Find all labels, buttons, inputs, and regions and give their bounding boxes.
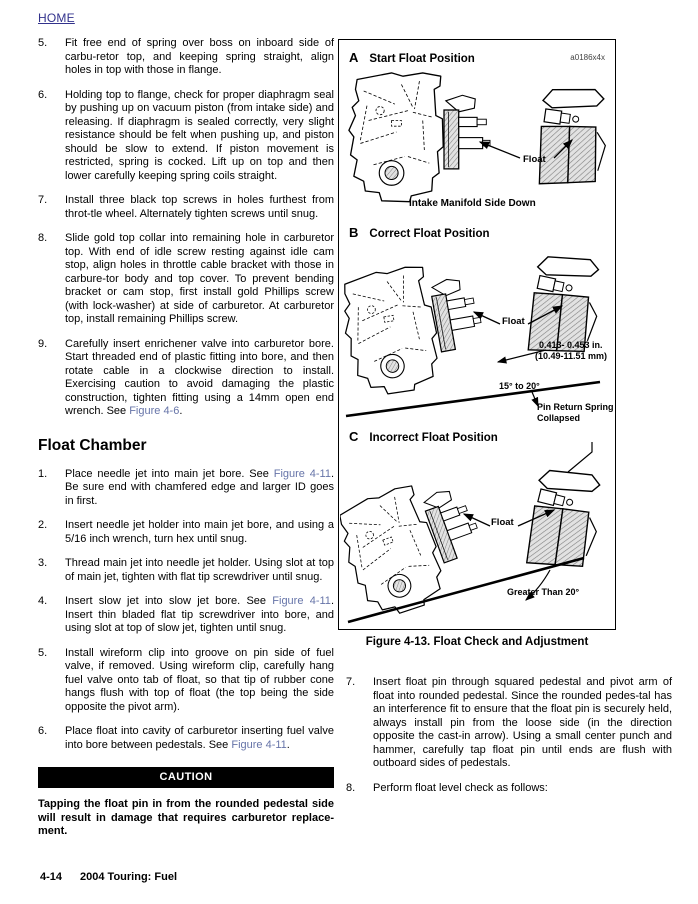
list-item-number: 7. xyxy=(38,194,48,206)
list-item-text: Install three black top screws in holes furthest from throt-tle wheel. Alternately tighten screws until snug. xyxy=(65,194,334,220)
list-item-number: 5. xyxy=(38,646,48,659)
list-item xyxy=(38,37,334,78)
figure-4-13-box xyxy=(338,39,616,630)
float-label-b: Float xyxy=(502,316,525,327)
caution-banner: CAUTION xyxy=(38,767,334,788)
section-b-title: Correct Float Position xyxy=(369,228,490,240)
list-item-number: 8. xyxy=(346,781,356,794)
figure-part-code: a0186x4x xyxy=(570,53,605,62)
float-pin-steps-list xyxy=(346,676,672,795)
float-label-a: Float xyxy=(523,154,546,165)
list-item-number: 8. xyxy=(38,232,48,244)
list-item-text: Install wireform clip into groove on pin side of fuel valve, if removed. Using wireform clip, carefully hang fuel valve onto tab of float, so that tip of rubber cone hangs flush with top of float (the top being the side opposite the pivot arm). xyxy=(65,646,334,713)
section-c-letter: C xyxy=(349,429,359,444)
figure-reference-link[interactable]: Figure 4-11 xyxy=(231,738,287,751)
list-item xyxy=(38,595,334,636)
diagram-c-incorrect-float-position xyxy=(340,442,612,626)
page-footer xyxy=(40,871,177,883)
list-item-text: Holding top to flange, check for proper diaphragm seal by pushing up on vacuum piston (from intake side) and releasing. If diaphragm is sealed correctly, very slight resistance should be felt when pushing up, and piston should be slow to extend. If piston movement is restricted, spring is cocked. Lift up on top and then lower carefully keeping spring coils straight. xyxy=(65,88,334,182)
intake-manifold-note: Intake Manifold Side Down xyxy=(409,198,536,209)
list-item-number: 7. xyxy=(346,676,356,688)
list-item-number: 6. xyxy=(38,725,48,737)
left-column xyxy=(38,37,334,839)
list-item-number: 1. xyxy=(38,467,48,480)
list-item-text: Thread main jet into needle jet holder. Using slot at top of main jet, tighten with flat tip screwdriver until snug. xyxy=(65,557,334,583)
list-item xyxy=(38,232,334,327)
list-item-text: Perform float level check as follows: xyxy=(373,781,548,794)
figure-reference-link[interactable]: Figure 4-11 xyxy=(273,467,331,480)
list-item-text: Insert needle jet holder into main jet bore, and using a 5/16 inch wrench, turn hex until snug. xyxy=(65,519,334,545)
list-item-text: Slide gold top collar into remaining hole in carburetor top. With end of idle screw resting against idle cam stop, align holes in throttle cable bracket with those in carbure-tor body and top cover. To prevent bending bracket or cam stop, first install gold Phillips screw (with lock-washer) at side of carburetor. At carburetor top, install remaining Phillips screw. xyxy=(65,232,334,325)
list-item xyxy=(38,557,334,584)
list-item-text: Place needle jet into main jet bore. See Figure 4-11. Be sure end with chamfered edge and larger ID goes in first. xyxy=(65,467,334,507)
list-item xyxy=(38,468,334,509)
list-item xyxy=(38,725,334,752)
float-chamber-steps-list xyxy=(38,468,334,753)
list-item-text: Fit free end of spring over boss on inboard side of carbu-retor top, and keeping spring straight, align holes in top with those in flange. xyxy=(65,37,334,76)
list-item xyxy=(346,676,672,771)
section-a-letter: A xyxy=(349,50,359,65)
list-item xyxy=(38,194,334,221)
list-item xyxy=(346,782,672,796)
list-item xyxy=(38,519,334,546)
list-item xyxy=(38,338,334,419)
section-c-title: Incorrect Float Position xyxy=(369,432,498,444)
float-label-c: Float xyxy=(491,517,514,528)
home-link[interactable]: HOME xyxy=(38,11,75,25)
caution-text: Tapping the float pin in from the rounded pedestal side will result in damage that requires carburetor replace-ment. xyxy=(38,798,334,837)
list-item-text: Insert float pin through squared pedestal and pivot arm of float into rounded pedestal. Since the rounded pedes-tal has an interference fit to ensure that the float pin is securely held, always install pin from the loose side (in the direction opposite the cast-in arrow). Using a small center punch and hammer, carefully tap float pin until ends are flush with outboard sides of pedestals. xyxy=(373,676,672,769)
footer-title: 2004 Touring: Fuel xyxy=(80,871,178,883)
diagram-b-correct-float-position xyxy=(340,240,612,428)
section-a-title: Start Float Position xyxy=(369,53,475,65)
assembly-steps-list xyxy=(38,37,334,419)
list-item-number: 4. xyxy=(38,595,48,607)
figure-reference-link[interactable]: Figure 4-11 xyxy=(272,595,331,607)
angle-label-c: Greater Than 20° xyxy=(507,587,580,597)
section-a-header xyxy=(349,49,475,67)
list-item xyxy=(38,647,334,715)
list-item-number: 5. xyxy=(38,37,48,49)
list-item-number: 2. xyxy=(38,519,48,531)
list-item-text: Carefully insert enrichener valve into carburetor bore. Start threaded end of plastic fitting into bore, and then rotate cable in a clockwise direction to install. Exercising caution to avoid damaging the plastic construction, tighten fitting using a 14mm open end wrench. See Figure 4-6. xyxy=(65,337,334,417)
list-item-text: Insert slow jet into slow jet bore. See Figure 4-11. Insert thin bladed flat tip screwdriver into bore, and using slot at top of slow jet, tighten until snug. xyxy=(65,595,334,634)
list-item-number: 3. xyxy=(38,557,48,569)
float-dimension-in: 0.413- 0.453 in. xyxy=(539,340,603,350)
section-b-letter: B xyxy=(349,225,359,240)
list-item-text: Place float into cavity of carburetor inserting fuel valve into bore between pedestals. See Figure 4-11. xyxy=(65,725,334,751)
page-number: 4-14 xyxy=(40,871,63,883)
list-item-number: 9. xyxy=(38,337,48,350)
right-column xyxy=(346,676,672,806)
angle-label-b: 15° to 20° xyxy=(499,381,540,391)
section-title-float-chamber: Float Chamber xyxy=(38,436,147,454)
pin-return-spring-note: Pin Return Spring Collapsed xyxy=(537,402,614,423)
figure-reference-link[interactable]: Figure 4-6 xyxy=(129,405,180,417)
list-item xyxy=(38,89,334,184)
list-item-number: 6. xyxy=(38,88,48,101)
figure-caption: Figure 4-13. Float Check and Adjustment xyxy=(365,636,589,648)
float-dimension-mm: (10.49-11.51 mm) xyxy=(535,351,608,361)
